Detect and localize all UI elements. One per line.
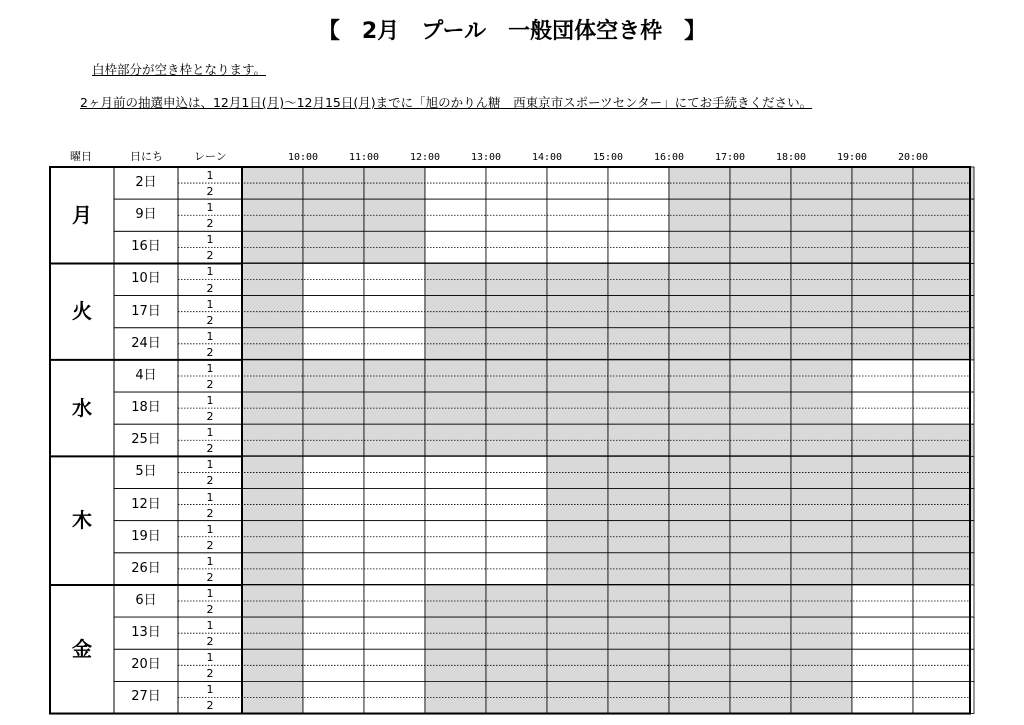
slot-unavailable <box>669 199 730 231</box>
slot-unavailable <box>486 649 547 681</box>
slot-unavailable <box>303 424 364 456</box>
slot-unavailable <box>852 328 913 360</box>
slot-available <box>852 681 913 713</box>
lane-2-label: 2 <box>206 377 214 391</box>
lane-2-label: 2 <box>206 667 214 681</box>
slot-unavailable <box>669 231 730 263</box>
slot-unavailable <box>669 456 730 488</box>
slot-available <box>303 489 364 521</box>
date-label: 13日 <box>131 625 161 641</box>
slot-unavailable <box>486 617 547 649</box>
lane-1-label: 1 <box>206 490 214 504</box>
slot-available <box>486 456 547 488</box>
lane-1-label: 1 <box>206 329 214 343</box>
lane-2-label: 2 <box>206 249 214 263</box>
lane-2-label: 2 <box>206 281 214 295</box>
slot-unavailable <box>303 231 364 263</box>
date-label: 4日 <box>135 367 157 383</box>
slot-available <box>303 585 364 617</box>
time-label: 10:00 <box>287 152 319 163</box>
slot-available <box>852 392 913 424</box>
slot-unavailable <box>669 553 730 585</box>
day-of-week-label: 金 <box>72 636 92 661</box>
slot-available <box>486 521 547 553</box>
slot-available <box>303 649 364 681</box>
date-label: 10日 <box>131 271 161 287</box>
slot-available <box>486 167 547 199</box>
date-label: 25日 <box>131 432 161 448</box>
date-label: 19日 <box>131 528 161 544</box>
slot-unavailable <box>303 199 364 231</box>
lane-2-label: 2 <box>206 345 214 359</box>
slot-unavailable <box>486 360 547 392</box>
slot-unavailable <box>486 681 547 713</box>
slot-unavailable <box>669 424 730 456</box>
lane-2-label: 2 <box>206 313 214 327</box>
slot-unavailable <box>852 424 913 456</box>
lane-1-label: 1 <box>206 361 214 375</box>
day-of-week-label: 木 <box>72 508 92 533</box>
day-of-week-label: 水 <box>72 395 92 420</box>
time-label: 14:00 <box>531 152 563 163</box>
slot-unavailable <box>852 231 913 263</box>
slot-unavailable <box>852 296 913 328</box>
time-label: 12:00 <box>409 152 441 163</box>
slot-unavailable <box>852 199 913 231</box>
lane-1-label: 1 <box>206 522 214 536</box>
header-lane: レーン <box>194 150 227 163</box>
slot-unavailable <box>303 392 364 424</box>
slot-unavailable <box>669 263 730 295</box>
lane-1-label: 1 <box>206 394 214 408</box>
lane-2-label: 2 <box>206 410 214 424</box>
time-label: 18:00 <box>775 152 807 163</box>
date-label: 6日 <box>135 592 157 608</box>
header-day: 曜日 <box>70 150 92 163</box>
time-label: 13:00 <box>470 152 502 163</box>
slot-available <box>303 328 364 360</box>
slot-unavailable <box>669 649 730 681</box>
slot-available <box>303 456 364 488</box>
slot-unavailable <box>852 553 913 585</box>
date-label: 27日 <box>131 689 161 705</box>
slot-unavailable <box>852 521 913 553</box>
slot-available <box>303 681 364 713</box>
date-label: 18日 <box>131 400 161 416</box>
time-label: 16:00 <box>653 152 685 163</box>
slot-unavailable <box>486 328 547 360</box>
date-label: 9日 <box>135 207 157 223</box>
slot-available <box>852 585 913 617</box>
slot-unavailable <box>669 585 730 617</box>
date-label: 16日 <box>131 239 161 255</box>
lane-1-label: 1 <box>206 586 214 600</box>
application-note: 2ヶ月前の抽選申込は、12月1日(月)～12月15日(月)までに「旭のかりん糖 西東京市スポーツセンター」にてお手続きください。 <box>80 95 813 110</box>
page-title: 【 2月 プール 一般団体空き枠 】 <box>317 19 707 44</box>
slot-unavailable <box>852 489 913 521</box>
date-label: 24日 <box>131 335 161 351</box>
slot-unavailable <box>669 617 730 649</box>
time-label: 15:00 <box>592 152 624 163</box>
slot-available <box>486 553 547 585</box>
slot-available <box>852 617 913 649</box>
lane-2-label: 2 <box>206 442 214 456</box>
lane-1-label: 1 <box>206 619 214 633</box>
day-of-week-label: 火 <box>72 299 92 324</box>
slot-unavailable <box>669 681 730 713</box>
slot-unavailable <box>669 328 730 360</box>
slot-unavailable <box>852 263 913 295</box>
lane-1-label: 1 <box>206 683 214 697</box>
time-label: 20:00 <box>897 152 929 163</box>
slot-unavailable <box>486 424 547 456</box>
slot-available <box>486 231 547 263</box>
date-label: 17日 <box>131 303 161 319</box>
slot-unavailable <box>852 167 913 199</box>
lane-1-label: 1 <box>206 265 214 279</box>
slot-unavailable <box>669 360 730 392</box>
slot-unavailable <box>852 456 913 488</box>
slot-available <box>303 263 364 295</box>
date-label: 2日 <box>135 175 157 190</box>
slot-available <box>852 649 913 681</box>
lane-2-label: 2 <box>206 185 214 199</box>
slot-unavailable <box>669 521 730 553</box>
day-of-week-label: 月 <box>72 203 92 227</box>
slot-unavailable <box>303 360 364 392</box>
lane-1-label: 1 <box>206 233 214 247</box>
lane-1-label: 1 <box>206 458 214 472</box>
slot-unavailable <box>486 296 547 328</box>
lane-2-label: 2 <box>206 506 214 520</box>
time-label: 17:00 <box>714 152 746 163</box>
date-label: 20日 <box>131 657 161 673</box>
lane-1-label: 1 <box>206 201 214 215</box>
lane-2-label: 2 <box>206 699 214 713</box>
slot-unavailable <box>303 167 364 199</box>
lane-1-label: 1 <box>206 169 214 182</box>
slot-available <box>486 199 547 231</box>
slot-available <box>486 489 547 521</box>
slot-unavailable <box>486 392 547 424</box>
legend-note: 白枠部分が空き枠となります。 <box>92 62 267 77</box>
slot-available <box>852 360 913 392</box>
slot-available <box>303 553 364 585</box>
header-date: 日にち <box>130 150 163 163</box>
slot-available <box>303 617 364 649</box>
slot-unavailable <box>669 489 730 521</box>
date-label: 12日 <box>131 496 161 512</box>
lane-1-label: 1 <box>206 426 214 440</box>
slot-available <box>303 296 364 328</box>
slot-unavailable <box>669 392 730 424</box>
lane-1-label: 1 <box>206 554 214 568</box>
lane-2-label: 2 <box>206 474 214 488</box>
slot-unavailable <box>486 585 547 617</box>
lane-2-label: 2 <box>206 570 214 584</box>
lane-2-label: 2 <box>206 603 214 617</box>
lane-2-label: 2 <box>206 635 214 649</box>
lane-1-label: 1 <box>206 297 214 311</box>
slot-unavailable <box>669 167 730 199</box>
lane-2-label: 2 <box>206 538 214 552</box>
time-label: 19:00 <box>836 152 868 163</box>
lane-1-label: 1 <box>206 651 214 665</box>
lane-2-label: 2 <box>206 217 214 231</box>
date-label: 26日 <box>131 560 161 576</box>
slot-available <box>303 521 364 553</box>
slot-unavailable <box>486 263 547 295</box>
time-label: 11:00 <box>348 152 380 163</box>
date-label: 5日 <box>135 464 157 480</box>
slot-unavailable <box>669 296 730 328</box>
